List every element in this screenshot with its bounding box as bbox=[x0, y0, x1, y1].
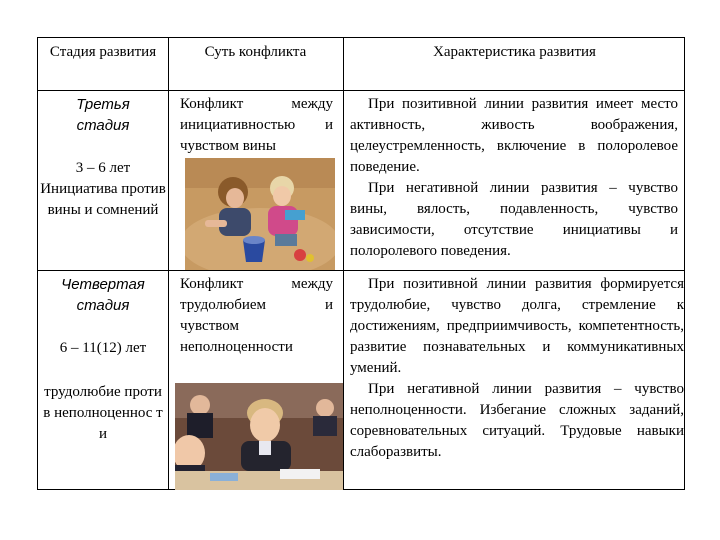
row1-conflict: Конфликт между инициативностью и чувством вины bbox=[180, 96, 333, 154]
sandbox-photo bbox=[185, 158, 335, 270]
header-divider bbox=[38, 90, 684, 91]
row1-negative: При негативной линии развития – чувство вины, вялость, подавленность, чувство зависимости, отсутствие инициативы и полоролевого поведения. bbox=[350, 180, 678, 259]
row1-stage-name: Третья стадия bbox=[76, 96, 130, 134]
schoolchildren-image bbox=[175, 383, 343, 490]
row1-conflict-cell bbox=[180, 94, 333, 157]
row2-positive: При позитивной линии развития формируется трудолюбие, чувство долга, стремление к достижениям, предприимчивость, компетентность, развитие познавательных и коммуникативных умений. bbox=[350, 276, 684, 376]
row1-positive: При позитивной линии развития имеет место активность, живость воображения, целеустремленность, включение в полоролевое поведение. bbox=[350, 96, 678, 175]
row2-negative: При негативной линии развития – чувство неполноценности. Избегание сложных заданий, соревновательных ситуаций. Трудовые навыки слаборазвиты. bbox=[350, 381, 684, 460]
row2-characteristic-cell bbox=[350, 274, 684, 463]
row-divider bbox=[38, 270, 684, 271]
column-divider bbox=[168, 38, 169, 489]
header-stage: Стадия развития bbox=[49, 44, 157, 60]
column-divider bbox=[343, 38, 344, 489]
row1-age: 3 – 6 лет bbox=[75, 160, 131, 176]
row2-conflict: Конфликт между трудолюбием и чувством неполноценности bbox=[180, 276, 333, 355]
header-conflict: Суть конфликта bbox=[204, 44, 307, 60]
row2-conflict-cell bbox=[180, 274, 333, 358]
header-characteristic: Характеристика развития bbox=[433, 44, 596, 60]
row1-stage-cell bbox=[40, 94, 166, 221]
development-stages-table bbox=[37, 37, 685, 490]
classroom-photo bbox=[175, 383, 343, 490]
row2-stage-name: Четвертая стадия bbox=[61, 276, 145, 314]
row2-crisis: трудолюбие против неполноценнос ти bbox=[43, 384, 163, 442]
row2-age: 6 – 11(12) лет bbox=[59, 340, 147, 356]
row2-stage-cell bbox=[40, 274, 166, 445]
children-sandbox-image bbox=[185, 158, 335, 270]
row1-crisis: Инициатива против вины и сомнений bbox=[40, 181, 166, 218]
row1-characteristic-cell bbox=[350, 94, 678, 262]
